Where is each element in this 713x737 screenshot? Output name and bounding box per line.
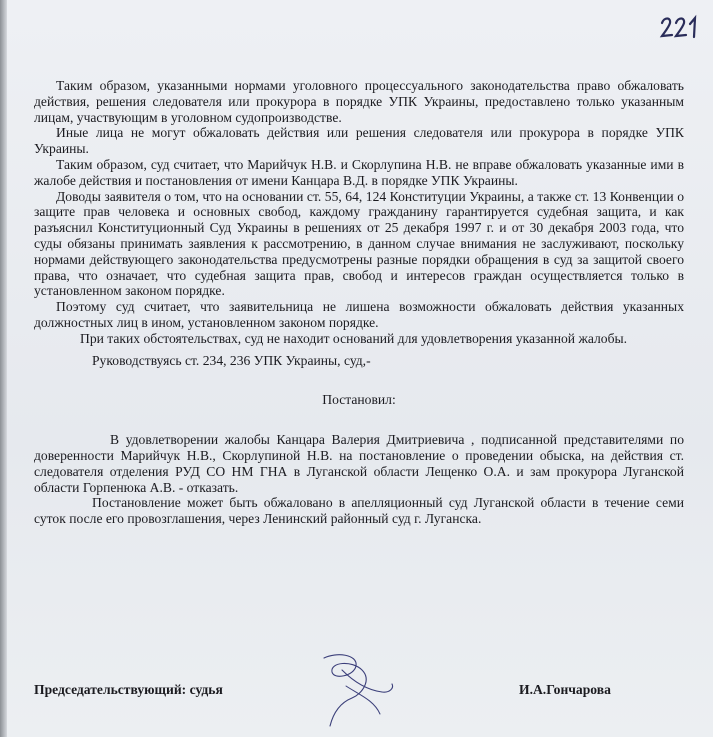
paragraph: Поэтому суд считает, что заявительница не лишена возможности обжаловать действия указанных должностных лиц в ином, установленном законом порядке. [34, 299, 684, 330]
paragraph: Доводы заявителя о том, что на основании ст. 55, 64, 124 Конституции Украины, а также ст. 13 Конвенции о защите прав человека и основных свобод, каждому гражданину гарантируется судебная защита, и как разъяснил Конституционный Суд Украины в решениях от 25 декабря 1997 г. и от 30 декабря 2003 года, что суды обязаны принимать заявления к рассмотрению, в данном случае внимания не заслуживают, поскольку нормами действующего законодательства предусмотрены разные порядки обращения в суд за защитой своего права, что означает, что судебная защита прав, свобод и интересов граждан осуществляется только в установленном законом порядке. [34, 188, 684, 299]
handwritten-page-number [658, 14, 702, 40]
paragraph: Руководствуясь ст. 234, 236 УПК Украины, суд,- [92, 352, 371, 368]
paragraph: Иные лица не могут обжаловать действия или решения следователя или прокурора в порядке УПК Украины. [34, 125, 684, 157]
resolution-paragraph: Постановление может быть обжаловано в апелляционный суд Луганской области в течение семи суток после его провозглашения, через Ленинский районный суд г. Луганска. [34, 495, 684, 527]
paragraph: Таким образом, указанными нормами уголовного процессуального законодательства право обжаловать действия, решения следователя или прокурора в порядке УПК Украины, предоставлено только указанным лицам, участвующим в уголовном судопроизводстве. [34, 78, 684, 125]
judge-signature [312, 650, 404, 730]
page-edge-shadow [0, 0, 7, 737]
paragraph: Таким образом, суд считает, что Марийчук Н.В. и Скорлупина Н.В. не вправе обжаловать указанные ими в жалобе действия и постановления от имени Канцара В.Д. в порядке УПК Украины. [34, 156, 684, 188]
judge-name: И.А.Гончарова [519, 682, 611, 697]
document-body [34, 78, 684, 527]
paragraph: При таких обстоятельствах, суд не находит оснований для удовлетворения указанной жалобы. [80, 330, 628, 346]
judge-title: Председательствующий: судья [34, 682, 223, 697]
section-heading: Постановил: [322, 392, 396, 408]
resolution-paragraph: В удовлетворении жалобы Канцара Валерия Дмитриевича , подписанной представителями по доверенности Марийчук Н.В., Скорлупиной Н.В. на постановление о проведении обыска, на действия ст. следователя отделения РУД СО НМ ГНА в Луганской области Лещенко О.А. и зам прокурора Луганской области Горпенюка А.В. - отказать. [34, 432, 684, 495]
